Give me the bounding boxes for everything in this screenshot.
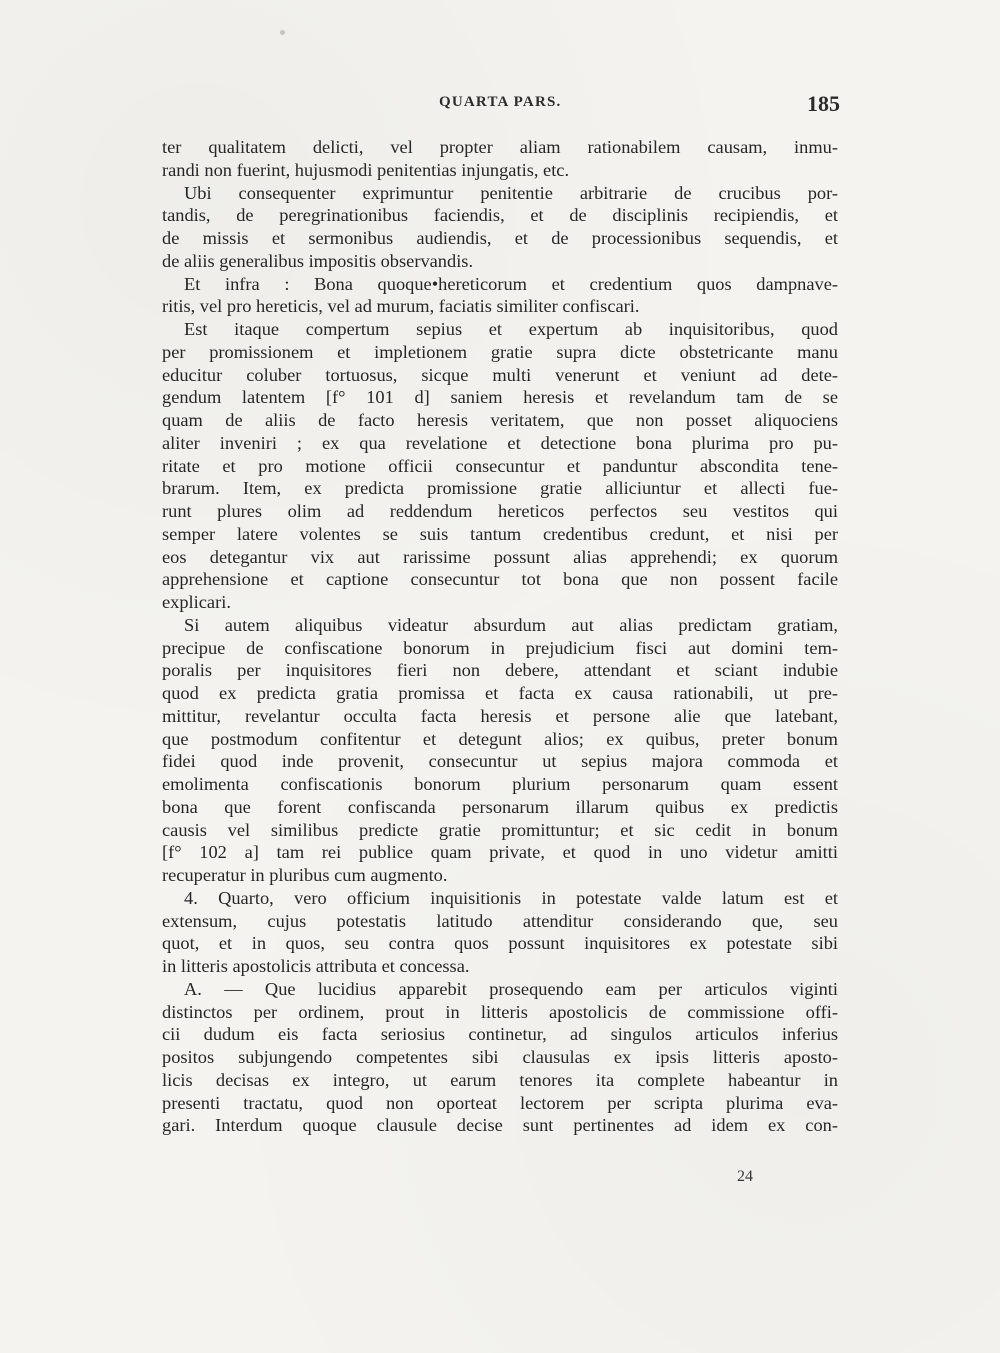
- text-line: precipue de confiscatione bonorum in prejudicium fisci aut domini tem-: [162, 637, 838, 658]
- text-line: que postmodum confitentur et detegunt alios; ex quibus, preter bonum: [162, 728, 838, 749]
- text-line: randi non fuerint, hujusmodi penitentias injungatis, etc.: [162, 159, 570, 180]
- running-header: [0, 91, 1000, 120]
- text-line: semper latere volentes se suis tantum credentibus credunt, et nisi per: [162, 523, 838, 544]
- text-line: [f° 102 a] tam rei publice quam private, et quod in uno videtur amitti: [162, 842, 838, 863]
- text-line: Ubi consequenter exprimuntur penitentie arbitrarie de crucibus por-: [184, 182, 838, 203]
- text-line: ter qualitatem delicti, vel propter aliam rationabilem causam, inmu-: [162, 137, 838, 157]
- text-line: quam de aliis de facto heresis veritatem, que non posset aliquociens: [162, 410, 838, 430]
- text-line: positos subjungendo competentes sibi clausulas ex ipsis litteris aposto-: [162, 1047, 838, 1067]
- text-line: distinctos per ordinem, prout in litteris apostolicis de commissione offi-: [162, 1001, 838, 1022]
- text-line: extensum, cujus potestatis latitudo attenditur considerando que, seu: [162, 910, 838, 931]
- text-line: tandis, de peregrinationibus faciendis, et de disciplinis recipiendis, et: [162, 205, 838, 226]
- text-line: Et infra : Bona quoque•hereticorum et credentium quos dampnave-: [184, 273, 838, 294]
- text-line: Si autem aliquibus videatur absurdum aut alias predictam gratiam,: [184, 614, 838, 635]
- text-line: licis decisas ex integro, ut earum tenores ita complete habeantur in: [162, 1069, 838, 1090]
- body-text: [162, 136, 838, 1137]
- paper-spot: [280, 30, 285, 35]
- text-line: causis vel similibus predicte gratie promittuntur; et sic cedit in bonum: [162, 819, 838, 840]
- text-line: A. — Que lucidius apparebit prosequendo eam per articulos viginti: [184, 978, 838, 999]
- text-line: de aliis generalibus impositis observandis.: [162, 250, 474, 271]
- running-title: QUARTA PARS.: [439, 94, 562, 110]
- text-line: de missis et sermonibus audiendis, et de processionibus sequendis, et: [162, 228, 838, 248]
- text-line: cii dudum eis facta seriosius continetur, ad singulos articulos inferius: [162, 1024, 838, 1045]
- text-line: gari. Interdum quoque clausule decise sunt pertinentes ad idem ex con-: [162, 1115, 838, 1136]
- text-line: bona que forent confiscanda personarum illarum quibus ex predictis: [162, 796, 838, 817]
- text-line: presenti tractatu, quod non oporteat lectorem per scripta plurima eva-: [162, 1092, 838, 1113]
- text-line: mittitur, revelantur occulta facta heresis et persone alie que latebant,: [162, 705, 838, 726]
- text-line: per promissionem et impletionem gratie supra dicte obstetricante manu: [162, 341, 838, 362]
- text-line: 4. Quarto, vero officium inquisitionis in potestate valde latum est et: [184, 887, 838, 908]
- text-line: in litteris apostolicis attributa et concessa.: [162, 956, 470, 976]
- text-line: Est itaque compertum sepius et expertum ab inquisitoribus, quod: [184, 319, 838, 339]
- text-line: fidei quod inde provenit, consecuntur ut sepius majora commoda et: [162, 751, 838, 772]
- text-line: gendum latentem [f° 101 d] saniem heresis et revelandum tam de se: [162, 387, 838, 408]
- text-line: aliter inveniri ; ex qua revelatione et detectione bona plurima pro pu-: [162, 432, 838, 453]
- text-line: emolimenta confiscationis bonorum plurium personarum quam essent: [162, 774, 838, 794]
- text-line: apprehensione et captione consecuntur tot bona que non possent facile: [162, 569, 838, 590]
- text-line: ritate et pro motione officii consecuntur et panduntur abscondita tene-: [162, 455, 838, 476]
- text-line: educitur coluber tortuosus, sicque multi venerunt et veniunt ad dete-: [162, 364, 838, 385]
- page-number: 185: [807, 91, 840, 116]
- signature-mark: 24: [737, 1168, 753, 1185]
- text-line: brarum. Item, ex predicta promissione gratie alliciuntur et allecti fue-: [162, 478, 838, 499]
- text-line: quod ex predicta gratia promissa et facta ex causa rationabili, ut pre-: [162, 683, 838, 703]
- text-line: poralis per inquisitores fieri non debere, attendant et sciant indubie: [162, 660, 838, 681]
- text-line: recuperatur in pluribus cum augmento.: [162, 865, 448, 885]
- text-line: quot, et in quos, seu contra quos possunt inquisitores ex potestate sibi: [162, 933, 838, 954]
- text-line: explicari.: [162, 592, 231, 612]
- text-line: runt plures olim ad reddendum hereticos perfectos seu vestitos qui: [162, 501, 838, 521]
- text-line: ritis, vel pro hereticis, vel ad murum, faciatis similiter confiscari.: [162, 296, 640, 317]
- text-line: eos detegantur vix aut rarissime possunt alias apprehendi; ex quorum: [162, 546, 838, 567]
